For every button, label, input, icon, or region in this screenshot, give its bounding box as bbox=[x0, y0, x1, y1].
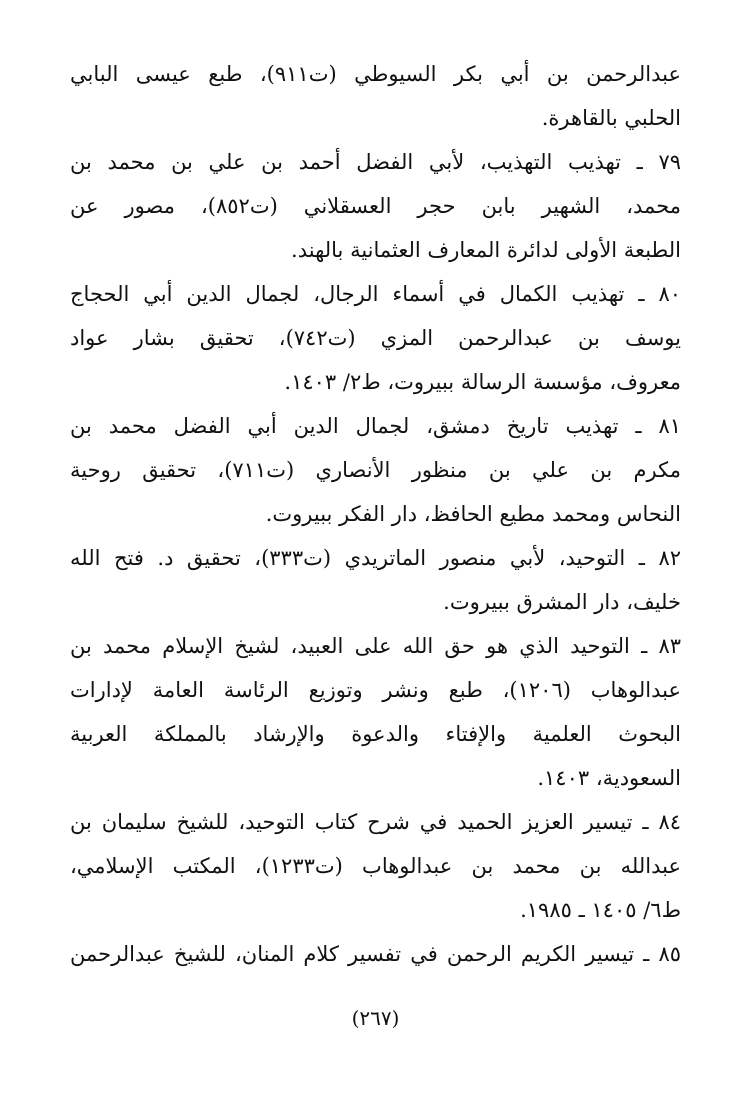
entry-line: يوسف بن عبدالرحمن المزي (ت٧٤٢)، تحقيق بشار عواد bbox=[70, 326, 681, 350]
entry-line: عبدالله بن محمد بن عبدالوهاب (ت١٢٣٣)، المكتب الإسلامي، bbox=[70, 854, 681, 878]
bibliography-entry-80 bbox=[70, 272, 681, 404]
bibliography-entry-83 bbox=[70, 624, 681, 800]
entry-line: ٧٩ ـ تهذيب التهذيب، لأبي الفضل أحمد بن علي بن محمد بن bbox=[70, 150, 681, 174]
bibliography-entry-84 bbox=[70, 800, 681, 932]
page-number: (٢٦٧) bbox=[351, 1006, 400, 1030]
entry-line: مكرم بن علي بن منظور الأنصاري (ت٧١١)، تحقيق روحية bbox=[70, 458, 681, 482]
bibliography-entry-85 bbox=[70, 932, 681, 976]
bibliography-entry-continuation bbox=[70, 52, 681, 140]
entry-line: ٨٥ ـ تيسير الكريم الرحمن في تفسير كلام المنان، للشيخ عبدالرحمن bbox=[70, 942, 681, 966]
bibliography-entry-79 bbox=[70, 140, 681, 272]
entry-line: عبدالرحمن بن أبي بكر السيوطي (ت٩١١)، طبع عيسى البابي bbox=[70, 62, 681, 86]
bibliography-page bbox=[70, 52, 681, 976]
entry-line: النحاس ومحمد مطيع الحافظ، دار الفكر ببيروت. bbox=[265, 502, 681, 526]
entry-line: السعودية، ١٤٠٣. bbox=[537, 766, 681, 790]
bibliography-entry-82 bbox=[70, 536, 681, 624]
entry-line: خليف، دار المشرق ببيروت. bbox=[443, 590, 681, 614]
entry-line: ٨٢ ـ التوحيد، لأبي منصور الماتريدي (ت٣٣٣)، تحقيق د. فتح الله bbox=[70, 546, 681, 570]
entry-line: معروف، مؤسسة الرسالة ببيروت، ط٢/ ١٤٠٣. bbox=[284, 370, 681, 394]
entry-line: الطبعة الأولى لدائرة المعارف العثمانية بالهند. bbox=[291, 238, 681, 262]
entry-line: الحلبي بالقاهرة. bbox=[541, 106, 681, 130]
entry-line: ٨٤ ـ تيسير العزيز الحميد في شرح كتاب التوحيد، للشيخ سليمان بن bbox=[70, 810, 681, 834]
entry-line: محمد، الشهير بابن حجر العسقلاني (ت٨٥٢)، مصور عن bbox=[70, 194, 681, 218]
entry-line: ٨١ ـ تهذيب تاريخ دمشق، لجمال الدين أبي الفضل محمد بن bbox=[70, 414, 681, 438]
bibliography-entry-81 bbox=[70, 404, 681, 536]
entry-line: عبدالوهاب (١٢٠٦)، طبع ونشر وتوزيع الرئاسة العامة لإدارات bbox=[70, 678, 681, 702]
entry-line: ٨٣ ـ التوحيد الذي هو حق الله على العبيد، لشيخ الإسلام محمد بن bbox=[70, 634, 681, 658]
entry-line: ٨٠ ـ تهذيب الكمال في أسماء الرجال، لجمال الدين أبي الحجاج bbox=[70, 282, 681, 306]
entry-line: ط٦/ ١٤٠٥ ـ ١٩٨٥. bbox=[520, 898, 681, 922]
entry-line: البحوث العلمية والإفتاء والدعوة والإرشاد بالمملكة العربية bbox=[70, 722, 681, 746]
